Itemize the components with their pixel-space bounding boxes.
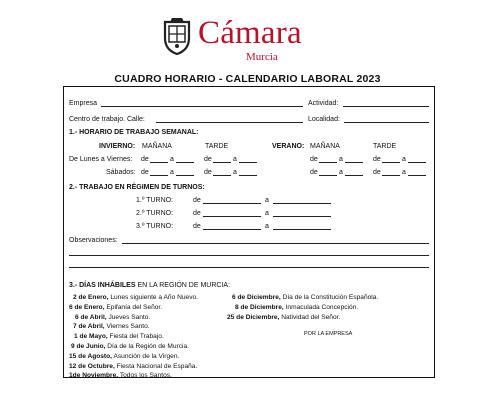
holiday-item: [227, 314, 340, 322]
section3-heading: 3.- DÍAS INHÁBILES EN LA REGIÓN DE MURCIA:: [69, 282, 231, 289]
time-slot[interactable]: [408, 175, 426, 176]
holiday-date: 1 de Mayo,: [74, 333, 108, 341]
de-text: de: [193, 223, 201, 230]
verano-label: VERANO:: [272, 143, 305, 150]
a-text: a: [170, 156, 174, 163]
holiday-description: Fiesta Nacional de España.: [114, 362, 198, 370]
a-text: a: [402, 169, 406, 176]
holiday-description: Lunes siguiente a Año Nuevo.: [108, 294, 198, 301]
turno-start-field[interactable]: [203, 203, 261, 204]
a-text: a: [265, 197, 269, 204]
invierno-manana: MAÑANA: [142, 143, 172, 150]
holiday-description: Viernes Santo.: [104, 323, 150, 331]
a-text: a: [339, 156, 343, 163]
camara-logo: [160, 14, 340, 66]
time-slot[interactable]: [176, 162, 194, 163]
holiday-date: 9 de Junio,: [71, 343, 106, 350]
verano-manana: MAÑANA: [310, 143, 340, 150]
a-text: a: [265, 223, 269, 230]
turno-end-field[interactable]: [273, 216, 331, 217]
holiday-date: 25 de Diciembre,: [227, 313, 280, 321]
centro-field[interactable]: [156, 122, 303, 123]
de-text: de: [310, 156, 318, 163]
de-text: de: [193, 197, 201, 204]
coat-of-arms-icon: [160, 16, 194, 56]
holiday-item: [235, 304, 358, 312]
holiday-description: Jueves Santo.: [106, 313, 151, 321]
turno-end-field[interactable]: [273, 229, 331, 230]
time-slot[interactable]: [408, 162, 426, 163]
invierno-tarde: TARDE: [205, 143, 229, 150]
a-text: a: [170, 169, 174, 176]
holiday-date: 8 de Diciembre,: [235, 303, 284, 311]
holiday-description: Natividad del Señor.: [279, 313, 341, 321]
section2-heading: 2.- TRABAJO EN RÉGIMEN DE TURNOS:: [69, 184, 205, 191]
actividad-field[interactable]: [343, 106, 429, 107]
sabados-label: Sábados:: [106, 169, 136, 176]
holiday-date: 2 de Enero,: [73, 294, 109, 301]
holiday-item: [75, 314, 150, 322]
time-slot[interactable]: [239, 162, 257, 163]
empresa-field[interactable]: [101, 106, 303, 107]
de-text: de: [310, 169, 318, 176]
holiday-item: [71, 343, 189, 351]
time-slot[interactable]: [176, 175, 194, 176]
time-slot[interactable]: [213, 175, 231, 176]
holiday-date: 12 de Octubre,: [69, 362, 115, 370]
section1-heading: 1.- HORARIO DE TRABAJO SEMANAL:: [69, 129, 199, 136]
brand-city: Murcia: [246, 51, 278, 63]
turno-start-field[interactable]: [203, 216, 261, 217]
time-slot[interactable]: [239, 175, 257, 176]
time-slot[interactable]: [319, 162, 337, 163]
turno-label: 1.º TURNO:: [136, 197, 174, 204]
de-text: de: [141, 156, 149, 163]
time-slot[interactable]: [150, 162, 168, 163]
holiday-item: [69, 353, 179, 361]
time-slot[interactable]: [150, 175, 168, 176]
de-text: de: [204, 169, 212, 176]
time-slot[interactable]: [382, 162, 400, 163]
holiday-item: [73, 323, 150, 331]
observaciones-field[interactable]: [122, 243, 429, 244]
holiday-date: 15 de Agosto,: [69, 352, 112, 360]
observaciones-line[interactable]: [69, 255, 429, 256]
holiday-description: Inmaculada Concepción.: [283, 303, 359, 311]
turno-end-field[interactable]: [273, 203, 331, 204]
holiday-description: Fiesta del Trabajo.: [107, 333, 164, 341]
holiday-item: [69, 304, 162, 312]
document-title: CUADRO HORARIO - CALENDARIO LABORAL 2023: [114, 73, 381, 85]
holiday-description: Asunción de la Virgen.: [112, 352, 180, 360]
de-text: de: [373, 169, 381, 176]
holiday-date: 6 de Enero,: [69, 303, 105, 311]
observaciones-line[interactable]: [69, 267, 429, 268]
invierno-label: INVIERNO:: [99, 143, 136, 150]
holiday-item: [74, 333, 164, 341]
observaciones-label: Observaciones:: [69, 237, 118, 244]
time-slot[interactable]: [345, 162, 363, 163]
a-text: a: [339, 169, 343, 176]
de-text: de: [141, 169, 149, 176]
brand-name: Cámara: [198, 15, 302, 51]
holiday-date: 7 de Abril,: [73, 323, 105, 331]
por-la-empresa-label: POR LA EMPRESA: [304, 331, 353, 337]
de-text: de: [373, 156, 381, 163]
a-text: a: [402, 156, 406, 163]
empresa-label: Empresa: [69, 100, 98, 107]
holiday-date: 6 de Diciembre,: [232, 294, 281, 301]
time-slot[interactable]: [319, 175, 337, 176]
holiday-description: Día de la Región de Murcia.: [105, 343, 190, 350]
holiday-date: 6 de Abril,: [75, 313, 107, 321]
verano-tarde: TARDE: [373, 143, 397, 150]
de-text: de: [193, 210, 201, 217]
centro-label: Centro de trabajo. Calle:: [69, 116, 145, 123]
time-slot[interactable]: [345, 175, 363, 176]
holiday-item: [73, 294, 198, 302]
a-text: a: [265, 210, 269, 217]
holiday-description: Epifanía del Señor.: [104, 303, 163, 311]
time-slot[interactable]: [382, 175, 400, 176]
holiday-item: [69, 372, 172, 380]
turno-label: 2.º TURNO:: [136, 210, 174, 217]
a-text: a: [233, 156, 237, 163]
lunes-viernes-label: De Lunes a Viernes:: [69, 156, 133, 163]
holiday-description: Todos los Santos.: [118, 372, 172, 380]
holiday-date: 1de Noviembre,: [69, 372, 119, 380]
time-slot[interactable]: [213, 162, 231, 163]
holiday-item: [69, 363, 197, 371]
localidad-field[interactable]: [344, 122, 429, 123]
localidad-label: Localidad:: [308, 116, 340, 123]
turno-start-field[interactable]: [203, 229, 261, 230]
holiday-description: Día de la Constitución Española.: [280, 294, 379, 301]
de-text: de: [204, 156, 212, 163]
turno-label: 3.º TURNO:: [136, 223, 174, 230]
holiday-item: [232, 294, 378, 302]
actividad-label: Actividad:: [308, 100, 339, 107]
a-text: a: [233, 169, 237, 176]
